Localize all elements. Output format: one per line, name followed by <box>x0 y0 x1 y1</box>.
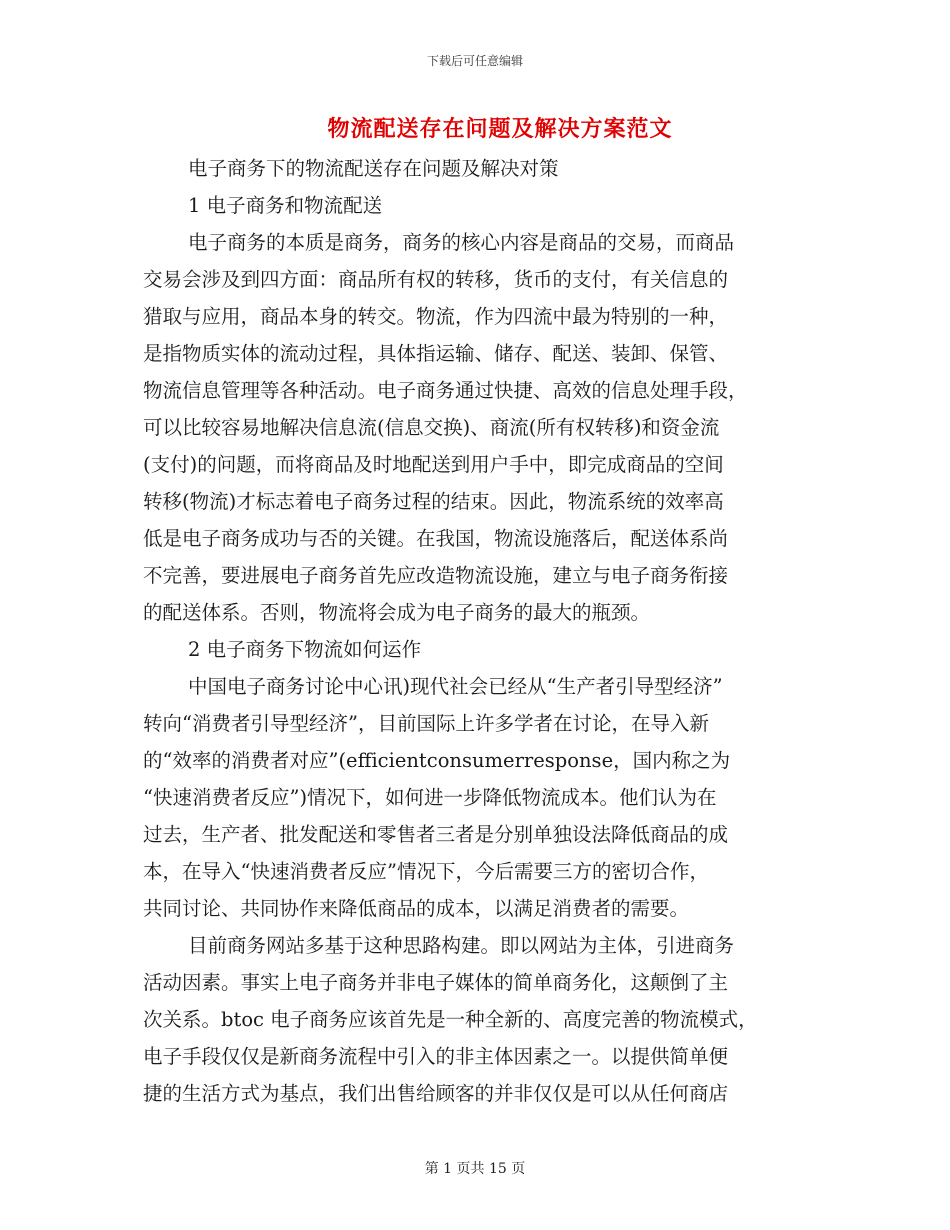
document-title: 物流配送存在问题及解决方案范文 <box>327 116 673 142</box>
paragraph-line: 物流信息管理等各种活动。电子商务通过快捷、高效的信息处理手段， <box>143 379 748 402</box>
paragraph-line: (支付)的问题，而将商品及时地配送到用户手中，即完成商品的空间 <box>143 453 724 476</box>
paragraph-line: 本，在导入“快速消费者反应”情况下，今后需要三方的密切合作， <box>143 860 709 883</box>
paragraph-line: 转向“消费者引导型经济”，目前国际上许多学者在讨论，在导入新 <box>143 712 709 735</box>
paragraph-line: “快速消费者反应”)情况下，如何进一步降低物流成本。他们认为在 <box>143 786 717 809</box>
paragraph-line: 低是电子商务成功与否的关键。在我国，物流设施落后，配送体系尚 <box>143 527 729 550</box>
section-subtitle: 电子商务下的物流配送存在问题及解决对策 <box>188 157 559 180</box>
paragraph-line: 捷的生活方式为基点，我们出售给顾客的并非仅仅是可以从任何商店 <box>143 1082 729 1105</box>
paragraph-line: 是指物质实体的流动过程，具体指运输、储存、配送、装卸、保管、 <box>143 342 729 365</box>
paragraph-line: 的配送体系。否则，物流将会成为电子商务的最大的瓶颈。 <box>143 601 651 624</box>
paragraph-line: 猎取与应用，商品本身的转交。物流，作为四流中最为特别的一种， <box>143 305 729 328</box>
document-body <box>143 150 808 1112</box>
paragraph-line: 电子手段仅仅是新商务流程中引入的非主体因素之一。以提供简单便 <box>143 1045 729 1068</box>
paragraph-line: 活动因素。事实上电子商务并非电子媒体的简单商务化，这颠倒了主 <box>143 971 729 994</box>
paragraph-line: 转移(物流)才标志着电子商务过程的结束。因此，物流系统的效率高 <box>143 490 724 513</box>
paragraph-line: 中国电子商务讨论中心讯)现代社会已经从“生产者引导型经济” <box>188 675 723 698</box>
paragraph-line: 次关系。btoc 电子商务应该首先是一种全新的、高度完善的物流模式， <box>143 1008 758 1031</box>
page-footer: 第 1 页共 15 页 <box>424 1161 526 1177</box>
section-heading-2: 2 电子商务下物流如何运作 <box>188 638 422 661</box>
paragraph-line: 过去，生产者、批发配送和零售者三者是分别单独设法降低商品的成 <box>143 823 729 846</box>
section-heading-1: 1 电子商务和物流配送 <box>188 194 383 217</box>
paragraph-line: 可以比较容易地解决信息流(信息交换)、商流(所有权转移)和资金流 <box>143 416 720 439</box>
page-header: 下载后可任意编辑 <box>426 54 523 68</box>
paragraph-line: 共同讨论、共同协作来降低商品的成本，以满足消费者的需要。 <box>143 897 690 920</box>
paragraph-line: 目前商务网站多基于这种思路构建。即以网站为主体，引进商务 <box>188 934 735 957</box>
paragraph-line: 交易会涉及到四方面：商品所有权的转移，货币的支付，有关信息的 <box>143 268 729 291</box>
paragraph-line: 不完善，要进展电子商务首先应改造物流设施，建立与电子商务衔接 <box>143 564 729 587</box>
paragraph-line: 的“效率的消费者对应”(efficientconsumerresponse，国内称之为 <box>143 749 731 772</box>
paragraph-line: 电子商务的本质是商务，商务的核心内容是商品的交易，而商品 <box>188 231 735 254</box>
